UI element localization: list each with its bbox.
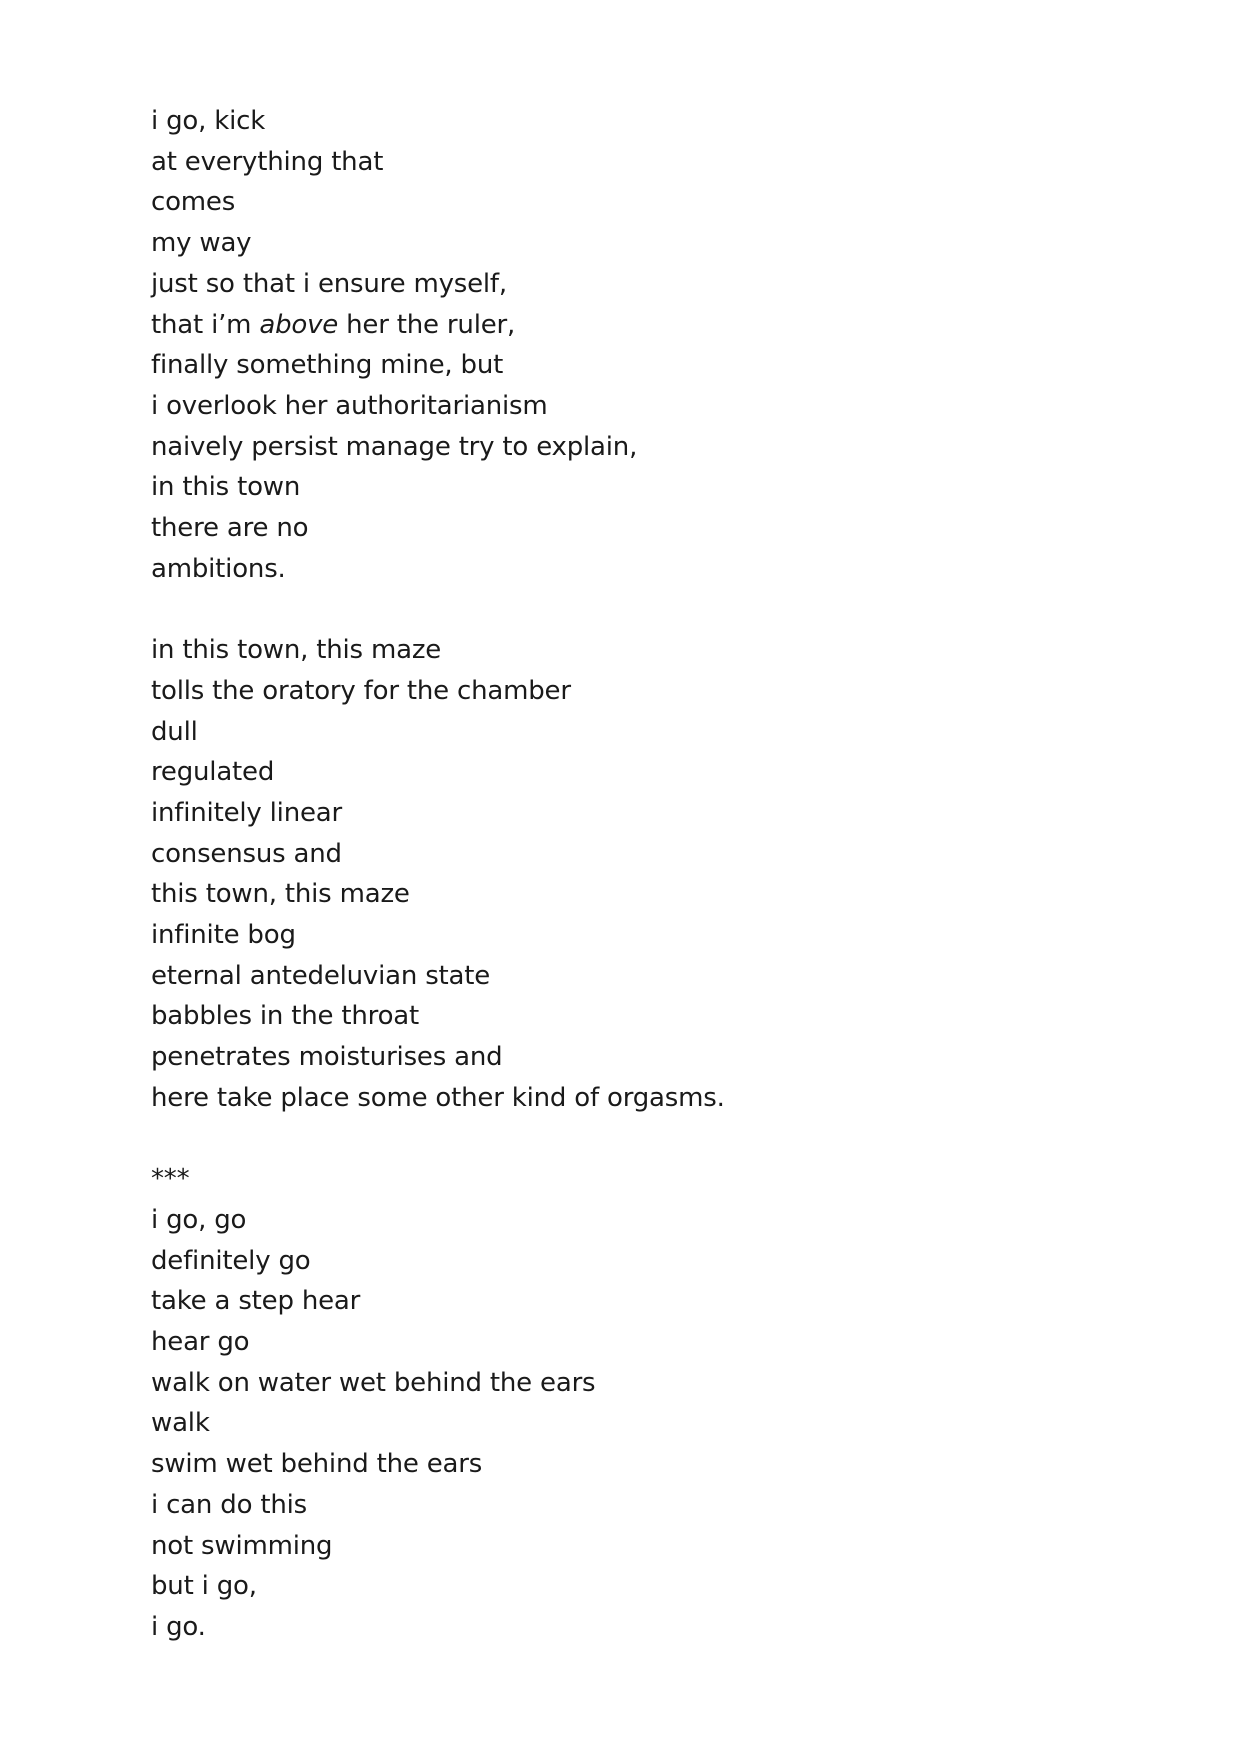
stanza xyxy=(151,1159,1051,1647)
poem-line: this town, this maze xyxy=(151,879,410,910)
poem-line xyxy=(151,305,1051,346)
line-text: her the ruler, xyxy=(338,309,516,340)
emphasized-word: above xyxy=(259,309,339,340)
poem-line: hear go xyxy=(151,1327,250,1358)
poem-line: ambitions. xyxy=(151,553,286,584)
poem-line: my way xyxy=(151,228,252,259)
poem-line: babbles in the throat xyxy=(151,1001,420,1032)
poem-line: infinitely linear xyxy=(151,797,342,828)
poem-line: in this town xyxy=(151,472,301,503)
poem-line: at everything that xyxy=(151,146,384,177)
poem-line: infinite bog xyxy=(151,920,296,951)
poem-line: *** xyxy=(151,1164,190,1195)
poem-line: i go. xyxy=(151,1611,206,1642)
stanza xyxy=(151,101,1051,589)
poem-line: take a step hear xyxy=(151,1286,361,1317)
poem-line: but i go, xyxy=(151,1571,257,1602)
poem-line: walk on water wet behind the ears xyxy=(151,1367,596,1398)
poem-line: tolls the oratory for the chamber xyxy=(151,675,571,706)
poem-line: consensus and xyxy=(151,838,342,869)
poem-line: in this town, this maze xyxy=(151,635,442,666)
poem-line: penetrates moisturises and xyxy=(151,1042,503,1073)
poem-text xyxy=(151,101,1051,1648)
poem-line: i can do this xyxy=(151,1489,307,1520)
poem-line: here take place some other kind of orgasms. xyxy=(151,1082,725,1113)
poem-line: not swimming xyxy=(151,1530,333,1561)
stanza xyxy=(151,630,1051,1118)
poem-line: dull xyxy=(151,716,198,747)
poem-line: there are no xyxy=(151,513,309,544)
poem-line: finally something mine, but xyxy=(151,350,504,381)
poem-line: just so that i ensure myself, xyxy=(151,268,507,299)
poem-line: walk xyxy=(151,1408,210,1439)
poem-line: eternal antedeluvian state xyxy=(151,960,491,991)
poem-line: i go, kick xyxy=(151,106,266,136)
poem-line: regulated xyxy=(151,757,275,788)
poem-line: i overlook her authoritarianism xyxy=(151,390,548,421)
poem-line: swim wet behind the ears xyxy=(151,1449,483,1480)
poem-line: definitely go xyxy=(151,1245,311,1276)
poem-line: i go, go xyxy=(151,1204,247,1235)
poem-line: comes xyxy=(151,187,236,218)
poem-line: naively persist manage try to explain, xyxy=(151,431,638,462)
line-text: that i’m xyxy=(151,309,260,340)
